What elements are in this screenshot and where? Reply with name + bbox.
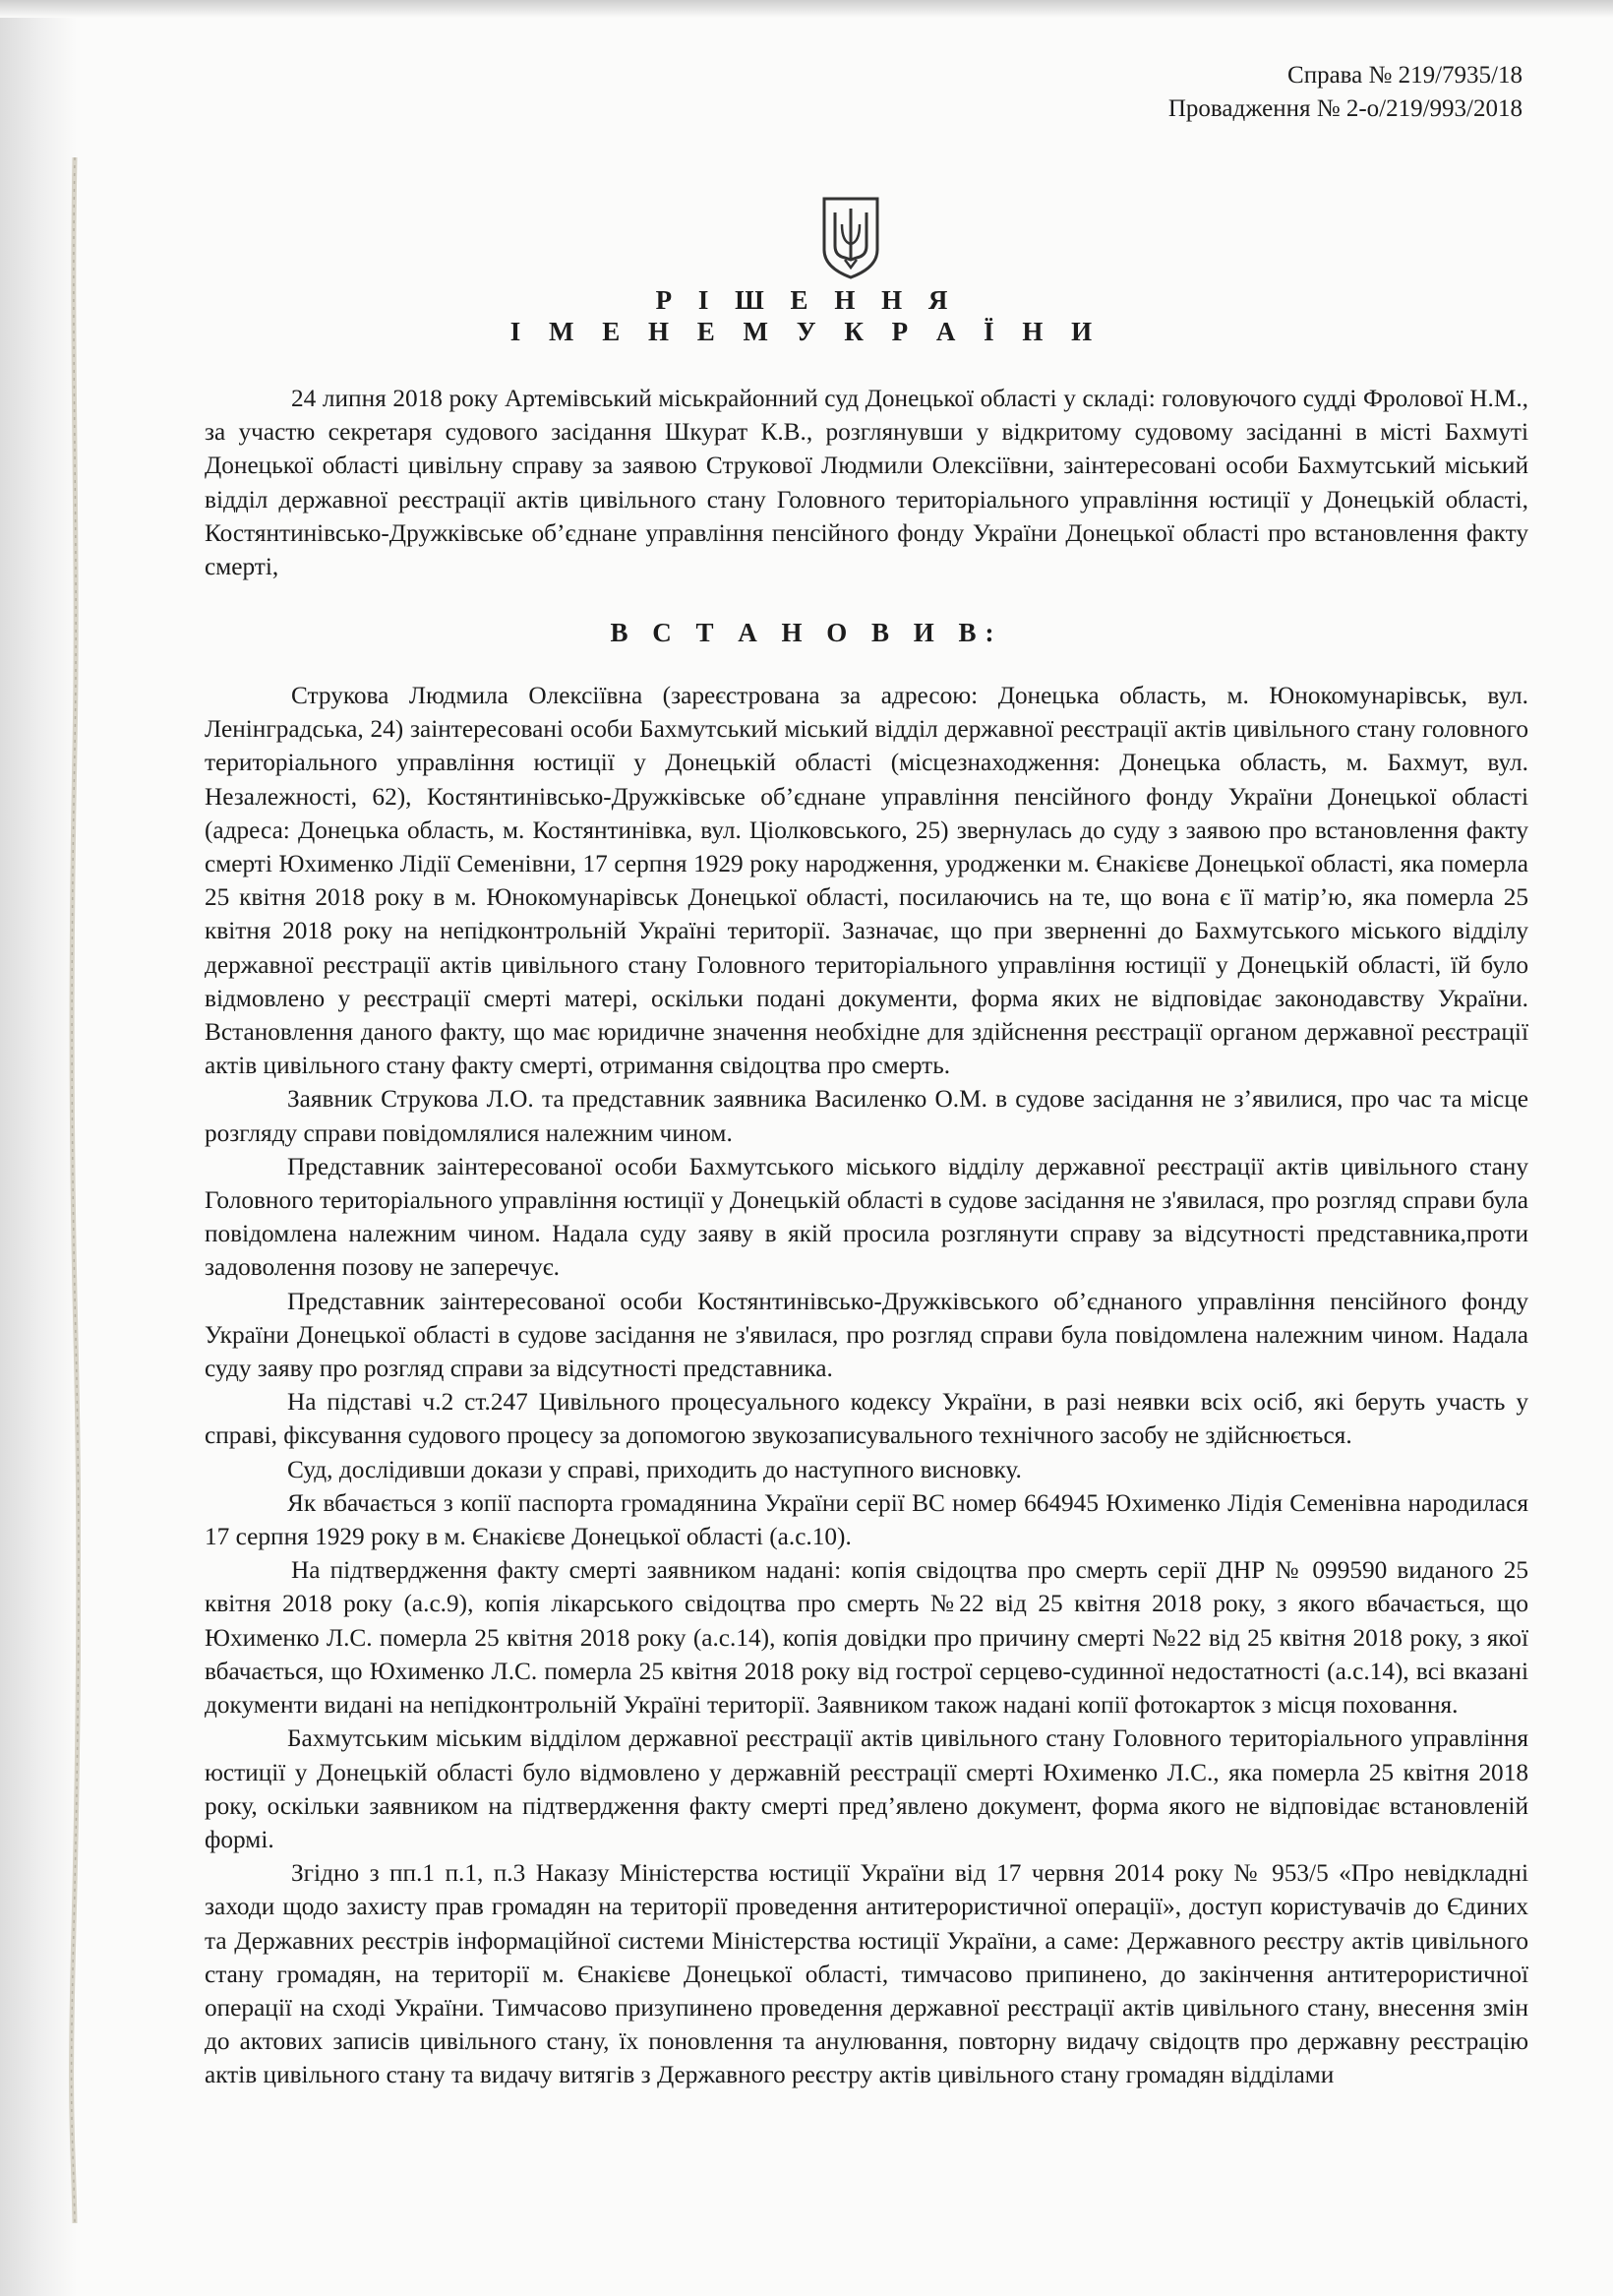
binding-thread [69, 157, 81, 2223]
paragraph-pension-fund-representative: Представник заінтересованої особи Костянтинівсько-Дружківського об’єднаного управління пенсійного фонду України Донецької області в судове засідання не з'явилася, про розгляд справи була повідомлена належним чином. Надала суду заяву про розгляд справи за відсутності представника. [205, 1287, 1528, 1383]
paragraph-ministry-order: Згідно з пп.1 п.1, п.3 Наказу Міністерства юстиції України від 17 червня 2014 року № 953/5 «Про невідкладні заходи щодо захисту прав громадян на території проведення антитерористичної операції», доступ користувачів до Єдиних та Державних реєстрів інформаційної системи Міністерства юстиції України, а саме: Державного реєстру актів цивільного стану громадян, на території м. Єнакієве Донецької області, тимчасово припинено, до закінчення антитерористичної операції на сході України. Тимчасово призупинено проведення державної реєстрації актів цивільного стану, внесення змін до актових записів цивільного стану, їх поновлення та анулювання, повторну видачу свідоцтв про державну реєстрацію актів цивільного стану та видачу витягів з Державного реєстру актів цивільного стану громадян відділами [205, 1859, 1528, 2089]
paragraph-registration-refusal: Бахмутським міським відділом державної реєстрації актів цивільного стану Головного територіального управління юстиції у Донецькій області було відмовлено у державній реєстрації смерті Юхименко Л.С., яка померла 25 квітня 2018 року, оскільки заявником на підтвердження факту смерті пред’явлено документ, форма якого не відповідає встановленій формі. [205, 1724, 1528, 1853]
decision-title: Р І Ш Е Н Н Я [655, 285, 958, 315]
case-number: Справа № 219/7935/18 [1287, 62, 1523, 89]
paragraph-death-evidence: На підтвердження факту смерті заявником надані: копія свідоцтва про смерть серії ДНР № 099590 виданого 25 квітня 2018 року (а.с.9), копія лікарського свідоцтва про смерть №22 від 25 квітня 2018 року, з якого вбачається, що Юхименко Л.С. померла 25 квітня 2018 року (а.с.14), копія довідки про причину смерті №22 від 25 квітня 2018 року, з якої вбачається, що Юхименко Л.С. померла 25 квітня 2018 року від гострої серцево-судинної недостатності (а.с.14), всі вказані документи видані на непідконтрольній Україні території. Заявником також надані копії фотокарток з місця поховання. [205, 1556, 1528, 1720]
proceeding-number: Провадження № 2-о/219/993/2018 [1167, 95, 1523, 122]
intro-text: 24 липня 2018 року Артемівський міськрайонний суд Донецької області у складі: головуючого судді Фролової Н.М., за участю секретаря судового засідання Шкурат К.В., розглянувши у відкритому судовому засіданні в місті Бахмуті Донецької області цивільну справу за заявою Струкової Людмили Олексіївни, заінтересовані особи Бахмутський міський відділ державної реєстрації актів цивільного стану Головного територіального управління юстиції у Донецькій області, Костянтинівсько-Дружківське об’єднане управління пенсійного фонду України Донецької області про встановлення факту смерті, [205, 385, 1528, 581]
intro-paragraph [205, 382, 1528, 583]
paragraph-applicant-absence: Заявник Струкова Л.О. та представник заявника Василенко О.М. в судове засідання не з’явилися, про час та місце розгляду справи повідомлялися належним чином. [205, 1085, 1528, 1147]
established-heading: В С Т А Н О В И В: [610, 618, 1003, 647]
page-top-shadow [0, 0, 1613, 18]
case-reference [1168, 59, 1523, 126]
paragraph-claim: Струкова Людмила Олексіївна (зареєстрована за адресою: Донецька область, м. Юнокомунарівськ, вул. Ленінградська, 24) заінтересовані особи Бахмутський міський відділ державної реєстрації актів цивільного стану головного територіального управління юстиції у Донецькій області (місцезнаходження: Донецька область, м. Бахмут, вул. Незалежності, 62), Костянтинівсько-Дружківське об’єднане управління пенсійного фонду України Донецької області (адреса: Донецька область, м. Костянтинівка, вул. Ціолковського, 25) звернулась до суду з заявою про встановлення факту смерті Юхименко Лідії Семенівни, 17 серпня 1929 року народження, уродженки м. Єнакієве Донецької області, яка померла 25 квітня 2018 року в м. Юнокомунарівськ Донецької області, посилаючись на те, що вона є її матір’ю, яка померла 25 квітня 2018 року на непідконтрольній Україні території. Зазначає, що при зверненні до Бахмутського міського відділу державної реєстрації актів цивільного стану Головного територіального управління юстиції у Донецькій області, їй було відмовлено у реєстрації смерті матері, оскільки подані документи, форма яких не відповідає законодавству України. Встановлення даного факту, що має юридичне значення необхідне для здійснення реєстрації органом державної реєстрації актів цивільного стану факту смерті, отримання свідоцтва про смерть. [205, 682, 1528, 1080]
in-name-of-ukraine-title: І М Е Н Е М У К Р А Ї Н И [509, 317, 1104, 346]
paragraph-court-conclusion: Суд, дослідивши докази у справі, приходить до наступного висновку. [287, 1455, 1022, 1483]
decision-body [205, 679, 1528, 2092]
paragraph-registry-representative: Представник заінтересованої особи Бахмутського міського відділу державної реєстрації актів цивільного стану Головного територіального управління юстиції у Донецькій області в судове засідання не з'явилася, про розгляд справи була повідомлена належним чином. Надала суду заяву в якій просила розглянути справу за відсутності представника,проти задоволення позову не заперечує. [205, 1152, 1528, 1282]
paragraph-passport: Як вбачається з копії паспорта громадянина України серії ВС номер 664945 Юхименко Лідія Семенівна народилася 17 серпня 1929 року в м. Єнакієве Донецької області (а.с.10). [205, 1488, 1528, 1551]
trident-coat-of-arms-icon [818, 195, 883, 279]
paragraph-legal-basis: На підставі ч.2 ст.247 Цивільного процесуального кодексу України, в разі неявки всіх осіб, які беруть участь у справі, фіксування судового процесу за допомогою звукозаписувального технічного засобу не здійснюється. [205, 1388, 1528, 1450]
